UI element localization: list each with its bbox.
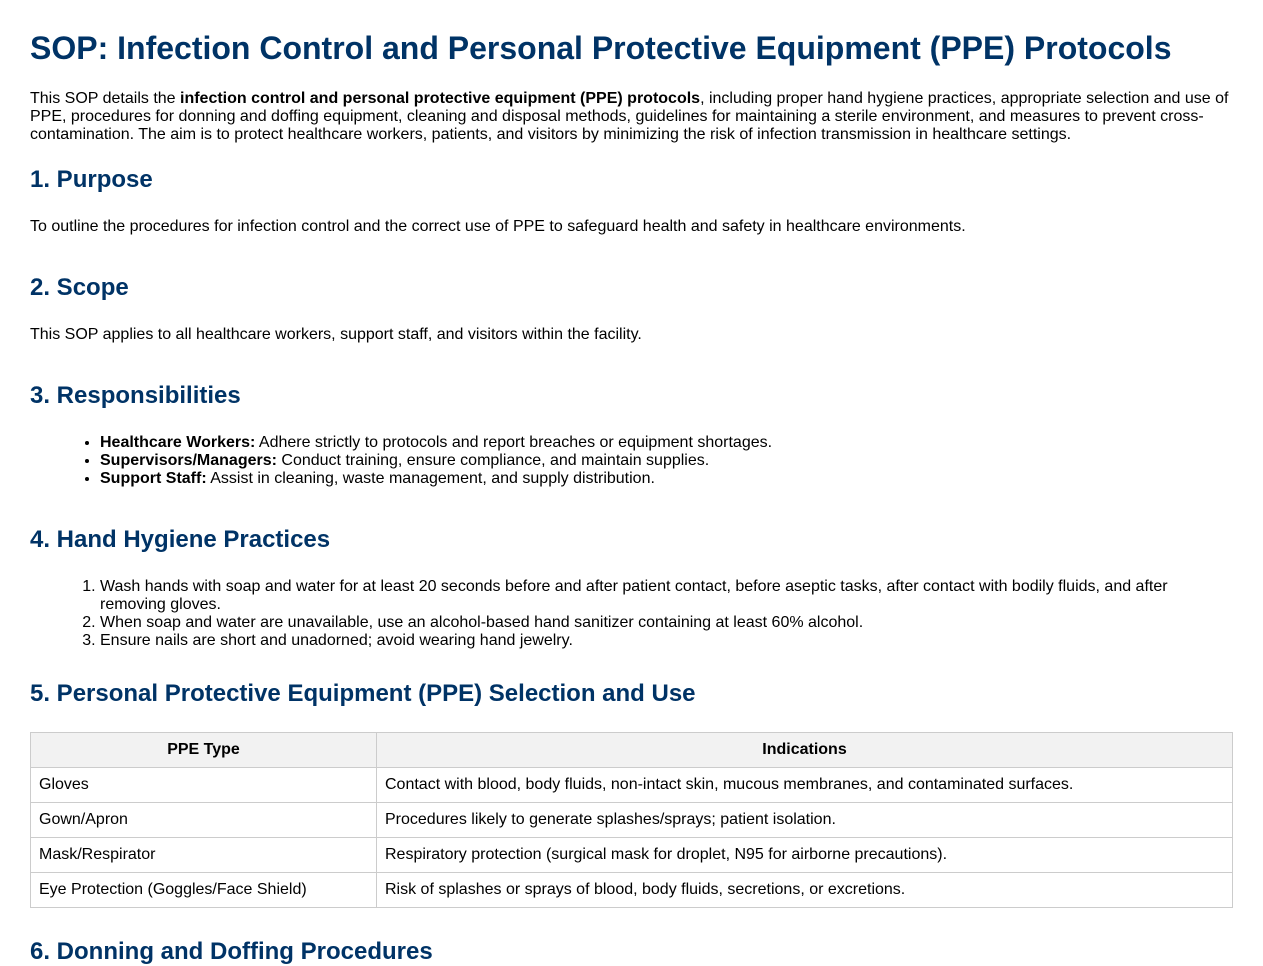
ppe-type-cell: Gloves (31, 768, 377, 803)
donning-doffing-heading: 6. Donning and Doffing Procedures (30, 938, 433, 965)
page-title: SOP: Infection Control and Personal Protective Equipment (PPE) Protocols (30, 30, 1172, 66)
indications-cell: Contact with blood, body fluids, non-intact skin, mucous membranes, and contaminated surfaces. (377, 768, 1233, 803)
table-row (31, 873, 1233, 908)
indications-cell: Respiratory protection (surgical mask for droplet, N95 for airborne precautions). (377, 838, 1233, 873)
table-row (31, 803, 1233, 838)
ppe-type-cell: Eye Protection (Goggles/Face Shield) (31, 873, 377, 908)
hand-hygiene-list (30, 578, 1233, 650)
table-row (31, 838, 1233, 873)
ppe-table (30, 732, 1233, 908)
ppe-type-cell: Gown/Apron (31, 803, 377, 838)
indications-cell: Procedures likely to generate splashes/sprays; patient isolation. (377, 803, 1233, 838)
intro-text-end: , including proper hand hygiene practices, appropriate selection and use of PPE, procedures for donning and doffing equipment, cleaning and disposal methods, guidelines for maintaining a sterile environment, and measures to prevent cross-contamination. The aim is to protect healthcare workers, patients, and visitors by minimizing the risk of infection transmission in healthcare settings. (30, 90, 1229, 143)
responsibility-role: Supervisors/Managers: (100, 452, 277, 469)
responsibility-item (100, 452, 1233, 470)
column-header-indications: Indications (377, 733, 1233, 768)
ppe-heading: 5. Personal Protective Equipment (PPE) Selection and Use (30, 680, 696, 707)
responsibility-text: Assist in cleaning, waste management, and supply distribution. (206, 470, 655, 487)
intro-emphasis: infection control and personal protective equipment (PPE) protocols (180, 90, 701, 107)
responsibility-text: Adhere strictly to protocols and report breaches or equipment shortages. (255, 434, 773, 451)
responsibilities-heading: 3. Responsibilities (30, 382, 241, 409)
hand-hygiene-item: 1. Wash hands with soap and water for at least 20 seconds before and after patient contact, before aseptic tasks, after contact with bodily fluids, and after removing gloves. (100, 578, 1233, 614)
table-header-row (31, 733, 1233, 768)
scope-heading: 2. Scope (30, 274, 129, 301)
responsibility-role: Healthcare Workers: (100, 434, 256, 451)
responsibility-item (100, 470, 1233, 488)
intro-paragraph (30, 90, 1233, 144)
responsibilities-list (30, 434, 1233, 488)
responsibility-role: Support Staff: (100, 470, 207, 487)
column-header-ppe-type: PPE Type (31, 733, 377, 768)
purpose-text: To outline the procedures for infection control and the correct use of PPE to safeguard health and safety in healthcare environments. (30, 218, 966, 235)
scope-text: This SOP applies to all healthcare workers, support staff, and visitors within the facility. (30, 326, 642, 343)
ppe-type-cell: Mask/Respirator (31, 838, 377, 873)
table-row (31, 768, 1233, 803)
responsibility-item (100, 434, 1233, 452)
purpose-heading: 1. Purpose (30, 166, 153, 193)
intro-text-start: This SOP details the (30, 90, 180, 107)
hand-hygiene-item: 2. When soap and water are unavailable, use an alcohol-based hand sanitizer containing at least 60% alcohol. (100, 614, 1233, 632)
sop-document (0, 30, 1263, 966)
responsibility-text: Conduct training, ensure compliance, and maintain supplies. (276, 452, 710, 469)
hand-hygiene-heading: 4. Hand Hygiene Practices (30, 526, 331, 553)
indications-cell: Risk of splashes or sprays of blood, body fluids, secretions, or excretions. (377, 873, 1233, 908)
hand-hygiene-item: 3. Ensure nails are short and unadorned; avoid wearing hand jewelry. (100, 632, 1233, 650)
